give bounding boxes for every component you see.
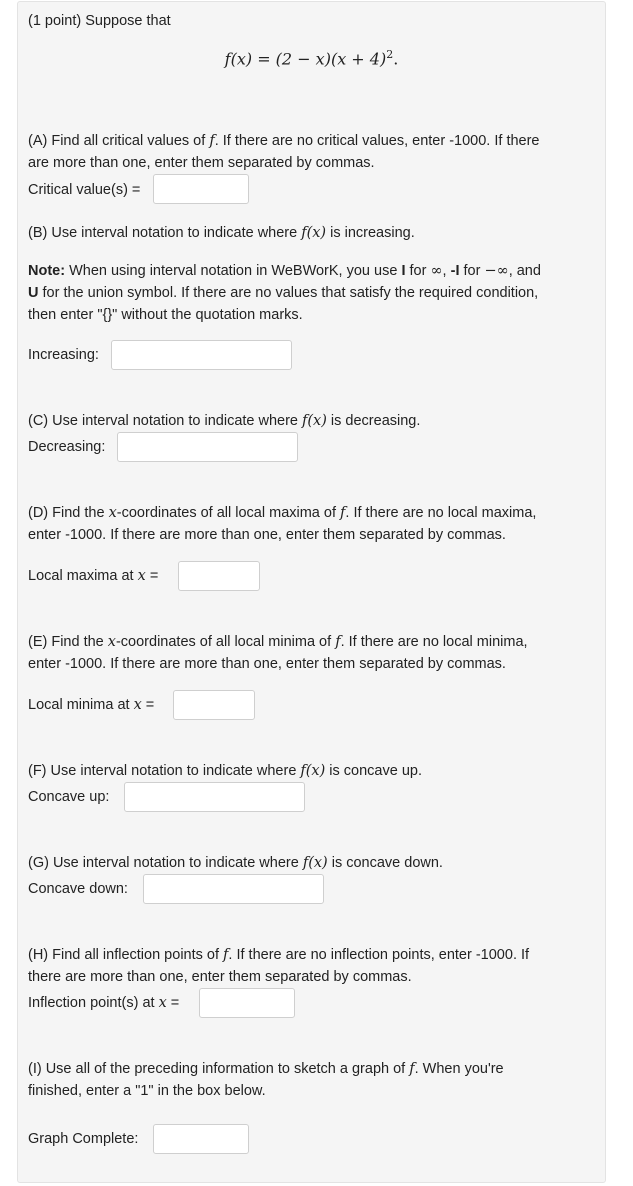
critical-values-input[interactable] — [153, 174, 249, 204]
graph-complete-input[interactable] — [153, 1124, 249, 1154]
math-fx: f(x) — [301, 225, 327, 241]
decreasing-label: Decreasing: — [28, 439, 106, 455]
math-f: f — [409, 1061, 415, 1077]
note-text-6: for the union symbol. If there are no values that satisfy the required condition, — [38, 285, 539, 301]
note-text-7: then enter "{}" without the quotation marks. — [28, 307, 303, 323]
inflection-label-text: Inflection point(s) at — [28, 995, 159, 1011]
math-fx: f(x) — [302, 855, 328, 871]
math-x: x — [108, 505, 117, 521]
part-e-text-3: . If there are no local minima, — [340, 634, 528, 650]
part-e-text-2: -coordinates of all local minima of — [115, 634, 336, 650]
local-maxima-input[interactable] — [178, 561, 260, 591]
part-c-question — [28, 410, 420, 432]
increasing-label: Increasing: — [28, 347, 99, 363]
part-d-text: (D) Find the — [28, 505, 109, 521]
part-i-text-3: finished, enter a "1" in the box below. — [28, 1083, 266, 1099]
part-f-text-2: is concave up. — [325, 763, 422, 779]
problem-intro — [28, 10, 171, 32]
part-h-text-3: there are more than one, enter them separated by commas. — [28, 969, 412, 985]
part-g-text: (G) Use interval notation to indicate where — [28, 855, 303, 871]
inflection-points-label — [28, 992, 179, 1014]
increasing-input[interactable] — [111, 340, 292, 370]
part-c-text: (C) Use interval notation to indicate where — [28, 413, 303, 429]
math-f: f — [335, 634, 341, 650]
equals-sign: = — [145, 568, 159, 584]
problem-panel — [17, 1, 606, 1183]
local-minima-label — [28, 694, 154, 716]
math-f: f — [340, 505, 346, 521]
neg-infinity-symbol: −∞ — [484, 263, 509, 279]
graph-complete-label: Graph Complete: — [28, 1131, 139, 1147]
part-h-text-2: . If there are no inflection points, enter -1000. If — [228, 947, 530, 963]
part-f-text: (F) Use interval notation to indicate where — [28, 763, 301, 779]
decreasing-input[interactable] — [117, 432, 298, 462]
local-maxima-label-text: Local maxima at — [28, 568, 138, 584]
math-fx: f(x) — [300, 763, 326, 779]
math-fx: f(x) — [302, 413, 327, 429]
note-union-symbol: U — [28, 285, 39, 301]
part-b-text-2: is increasing. — [326, 225, 415, 241]
concave-up-label: Concave up: — [28, 789, 110, 805]
equals-sign: = — [166, 995, 180, 1011]
math-f: f — [209, 133, 215, 149]
math-x: x — [107, 634, 116, 650]
note-paragraph — [28, 260, 598, 326]
point-label: (1 point) Suppose that — [28, 13, 171, 29]
local-maxima-label — [28, 565, 158, 587]
math-x: x — [137, 568, 146, 584]
part-a-text-2: . If there are no critical values, enter -1000. If there — [214, 133, 540, 149]
concave-up-input[interactable] — [124, 782, 305, 812]
part-i-text: (I) Use all of the preceding information to sketch a graph of — [28, 1061, 410, 1077]
formula-text: f(x) = (2 − x)(x + 4) — [224, 49, 387, 69]
concave-down-label: Concave down: — [28, 881, 128, 897]
part-d-text-3: . If there are no local maxima, — [345, 505, 537, 521]
local-minima-label-text: Local minima at — [28, 697, 134, 713]
note-text-3: , — [442, 263, 451, 279]
part-g-question — [28, 852, 443, 874]
critical-values-label: Critical value(s) = — [28, 182, 141, 198]
math-x: x — [158, 995, 167, 1011]
part-e-text-4: enter -1000. If there are more than one, enter them separated by commas. — [28, 656, 506, 672]
equals-sign: = — [141, 697, 155, 713]
note-infinity-symbol: I — [401, 263, 406, 279]
part-d-question — [28, 502, 536, 546]
part-i-text-2: . When you're — [414, 1061, 504, 1077]
part-e-text: (E) Find the — [28, 634, 108, 650]
math-x: x — [133, 697, 142, 713]
local-minima-input[interactable] — [173, 690, 255, 720]
part-d-text-2: -coordinates of all local maxima of — [116, 505, 341, 521]
part-h-question — [28, 944, 529, 988]
part-a-text-3: are more than one, enter them separated by commas. — [28, 155, 375, 171]
note-text-5: , and — [508, 263, 541, 279]
part-c-text-2: is decreasing. — [326, 413, 421, 429]
part-a-question — [28, 130, 540, 174]
part-d-text-4: enter -1000. If there are more than one, enter them separated by commas. — [28, 527, 506, 543]
part-a-text: (A) Find all critical values of — [28, 133, 210, 149]
note-text-2: for — [405, 263, 431, 279]
note-text-4: for — [459, 263, 485, 279]
infinity-symbol: ∞ — [430, 263, 443, 279]
part-h-text: (H) Find all inflection points of — [28, 947, 224, 963]
part-e-question — [28, 631, 528, 675]
formula-suffix: . — [393, 49, 399, 69]
function-formula — [18, 48, 605, 68]
part-i-question — [28, 1058, 504, 1102]
note-text-1: When using interval notation in WeBWorK, you use — [65, 263, 402, 279]
inflection-points-input[interactable] — [199, 988, 295, 1018]
math-f: f — [223, 947, 229, 963]
note-neg-infinity-symbol: -I — [450, 263, 460, 279]
part-b-text: (B) Use interval notation to indicate where — [28, 225, 302, 241]
part-g-text-2: is concave down. — [327, 855, 443, 871]
note-heading: Note: — [28, 263, 66, 279]
concave-down-input[interactable] — [143, 874, 324, 904]
part-f-question — [28, 760, 422, 782]
part-b-question — [28, 222, 415, 244]
formula-exponent: 2 — [386, 48, 394, 61]
